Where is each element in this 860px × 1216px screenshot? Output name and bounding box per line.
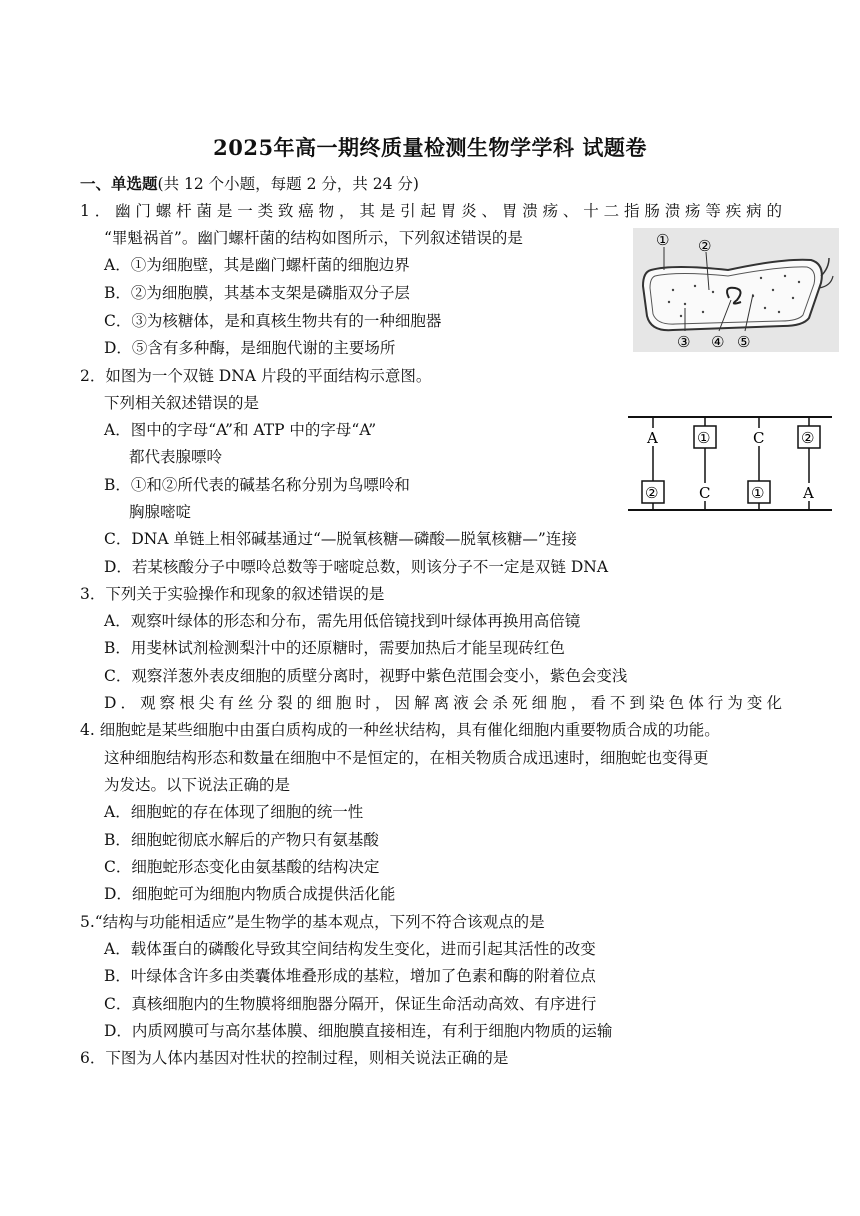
dna-structure-figure <box>626 410 834 514</box>
q2-stem-line2: 下列相关叙述错误的是 <box>104 394 260 412</box>
q4-option-a: A．细胞蛇的存在体现了细胞的统一性 <box>104 803 364 821</box>
q4-option-c: C．细胞蛇形态变化由氨基酸的结构决定 <box>104 858 380 876</box>
q5-option-d: D．内质网膜可与高尔基体膜、细胞膜直接相连，有利于细胞内物质的运输 <box>104 1022 613 1040</box>
q1-option-d: D．⑤含有多种酶，是细胞代谢的主要场所 <box>104 339 396 357</box>
bottom-base-3: ① <box>751 484 765 502</box>
fig-label-3: ③ <box>677 333 691 351</box>
q4-option-d: D．细胞蛇可为细胞内物质合成提供活化能 <box>104 885 396 903</box>
q1-option-a: A．①为细胞壁，其是幽门螺杆菌的细胞边界 <box>104 256 410 274</box>
fig-label-4: ④ <box>711 333 725 351</box>
section-label: 一、单选题 <box>80 174 158 193</box>
section-note: (共 12 个小题，每题 2 分，共 24 分) <box>157 175 419 193</box>
top-base-1: A <box>647 429 658 447</box>
q3-option-c: C．观察洋葱外表皮细胞的质壁分离时，视野中紫色范围会变小，紫色会变浅 <box>104 667 628 685</box>
q2-option-b-line1: B．①和②所代表的碱基名称分别为鸟嘌呤和 <box>104 476 410 494</box>
q2-option-c: C．DNA 单链上相邻碱基通过“—脱氧核糖—磷酸—脱氧核糖—”连接 <box>104 530 577 548</box>
q2-stem-line1: 2．如图为一个双链 DNA 片段的平面结构示意图。 <box>80 367 432 385</box>
q4-stem-line2: 这种细胞结构形态和数量在细胞中不是恒定的，在相关物质合成迅速时，细胞蛇也变得更 <box>104 749 709 767</box>
q3-stem: 3．下列关于实验操作和现象的叙述错误的是 <box>80 585 385 603</box>
q4-option-b: B．细胞蛇彻底水解后的产物只有氨基酸 <box>104 831 379 849</box>
q4-stem-line3: 为发达。以下说法正确的是 <box>104 776 291 794</box>
q3-option-d: D．观察根尖有丝分裂的细胞时，因解离液会杀死细胞，看不到染色体行为变化 <box>104 694 782 712</box>
q1-option-b: B．②为细胞膜，其基本支架是磷脂双分子层 <box>104 284 410 302</box>
q1-option-c: C．③为核糖体，是和真核生物共有的一种细胞器 <box>104 312 442 330</box>
q6-stem: 6．下图为人体内基因对性状的控制过程，则相关说法正确的是 <box>80 1049 509 1067</box>
section-heading <box>80 174 419 194</box>
q3-option-b: B．用斐林试剂检测梨汁中的还原糖时，需要加热后才能呈现砖红色 <box>104 639 565 657</box>
q1-stem-line2: “罪魁祸首”。幽门螺杆菌的结构如图所示，下列叙述错误的是 <box>104 229 523 247</box>
fig-label-1: ① <box>656 231 670 249</box>
top-base-2: ① <box>697 429 711 447</box>
top-base-4: ② <box>801 429 815 447</box>
q5-option-a: A．载体蛋白的磷酸化导致其空间结构发生变化，进而引起其活性的改变 <box>104 940 596 958</box>
bottom-base-1: ② <box>645 484 659 502</box>
page-title: 2025年高一期终质量检测生物学学科 试题卷 <box>213 135 647 160</box>
bottom-base-4: A <box>803 484 814 502</box>
q4-stem-line1: 4. 细胞蛇是某些细胞中由蛋白质构成的一种丝状结构，具有催化细胞内重要物质合成的功能。 <box>80 721 720 739</box>
q1-stem-line1: 1．幽门螺杆菌是一类致癌物，其是引起胃炎、胃溃疡、十二指肠溃疡等疾病的 <box>80 202 782 220</box>
q5-option-c: C．真核细胞内的生物膜将细胞器分隔开，保证生命活动高效、有序进行 <box>104 995 597 1013</box>
fig-label-2: ② <box>698 237 712 255</box>
q5-stem: 5.“结构与功能相适应”是生物学的基本观点，下列不符合该观点的是 <box>80 913 545 931</box>
q5-option-b: B．叶绿体含许多由类囊体堆叠形成的基粒，增加了色素和酶的附着位点 <box>104 967 596 985</box>
q2-option-d: D．若某核酸分子中嘌呤总数等于嘧啶总数，则该分子不一定是双链 DNA <box>104 558 609 576</box>
bottom-base-2: C <box>699 484 711 502</box>
q2-option-b-line2: 胸腺嘧啶 <box>129 503 192 521</box>
q2-option-a-line1: A．图中的字母“A”和 ATP 中的字母“A” <box>104 421 377 439</box>
fig-label-5: ⑤ <box>737 333 751 351</box>
q2-option-a-line2: 都代表腺嘌呤 <box>129 448 223 466</box>
q3-option-a: A．观察叶绿体的形态和分布，需先用低倍镜找到叶绿体再换用高倍镜 <box>104 612 581 630</box>
bacterium-structure-figure <box>633 228 839 352</box>
top-base-3: C <box>753 429 765 447</box>
